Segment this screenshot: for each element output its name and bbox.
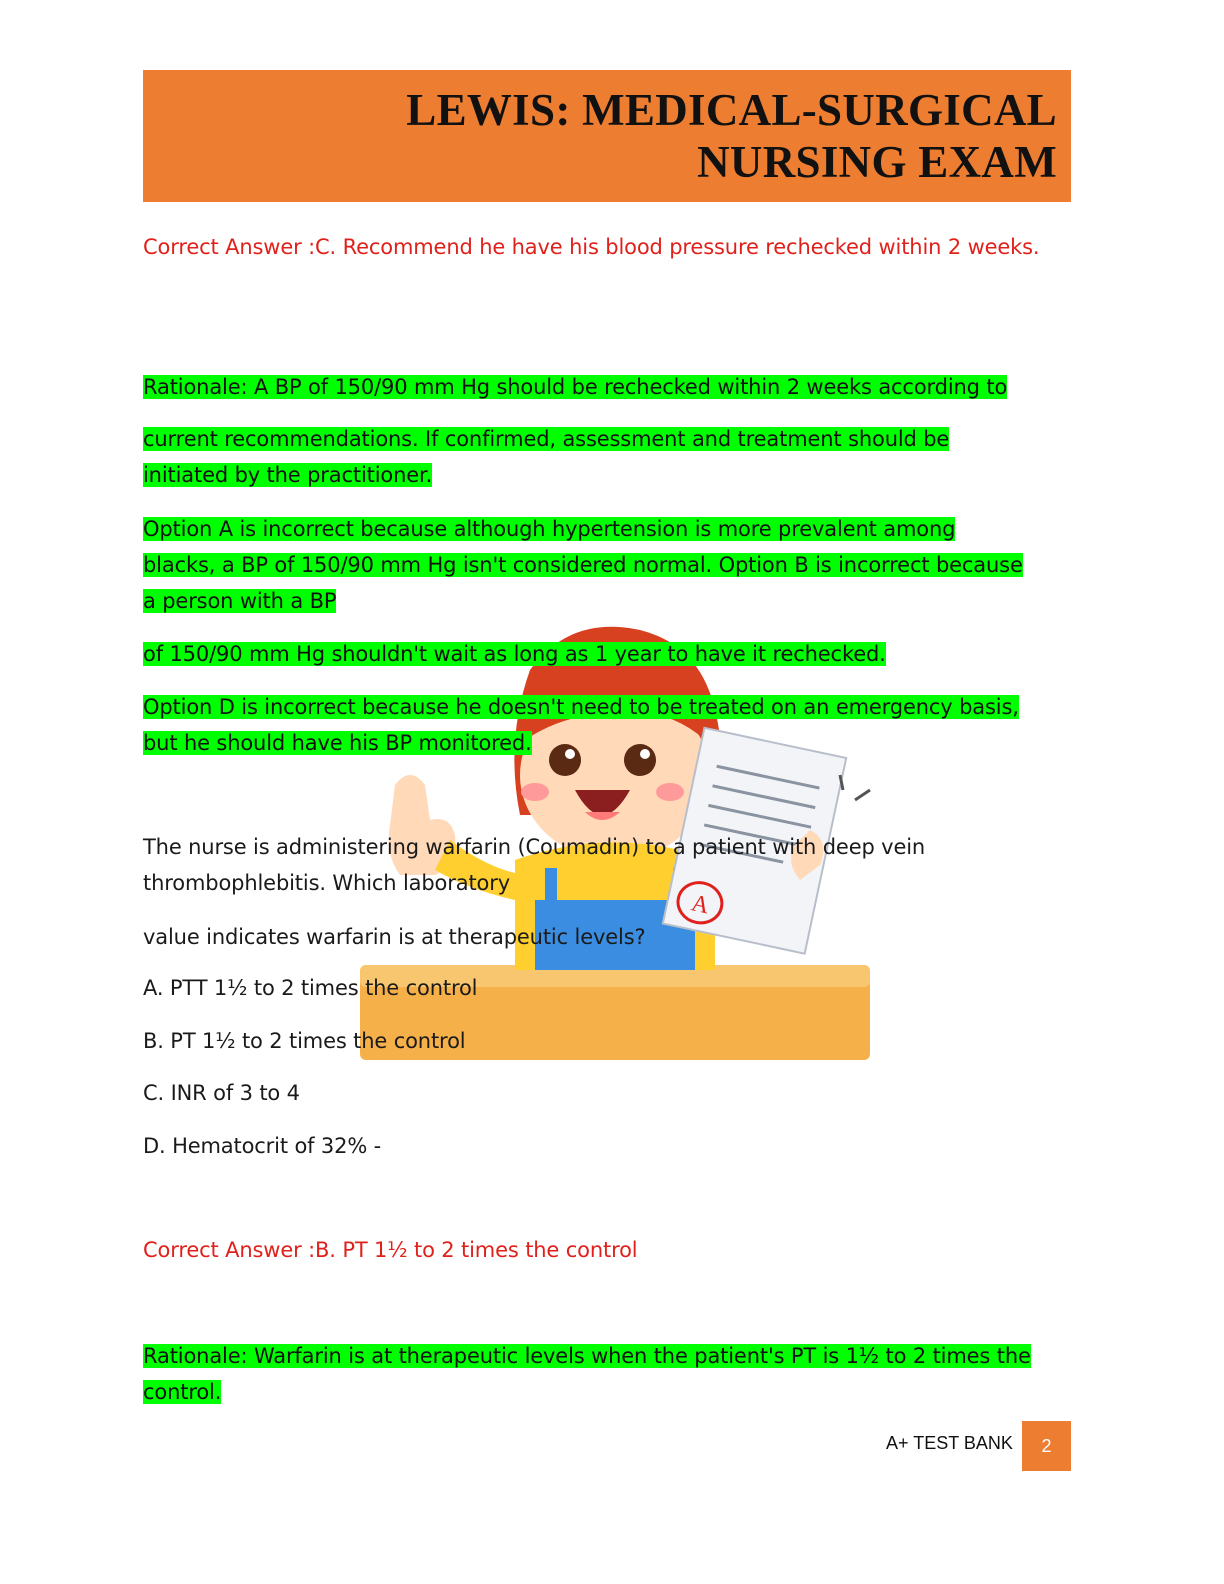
q2-option-d: D. Hematocrit of 32% -	[143, 1134, 382, 1158]
q2-question: The nurse is administering warfarin (Coumadin) to a patient with deep vein thrombophlebitis. Which laboratory	[143, 835, 926, 895]
q1-rationale-text-1: Rationale: A BP of 150/90 mm Hg should be rechecked within 2 weeks according to	[143, 375, 1008, 399]
q1-rationale-line2	[143, 421, 1023, 493]
page-number: 2	[1022, 1421, 1071, 1471]
q1-option-b-explanation	[143, 636, 1083, 672]
q2-correct-answer: Correct Answer :B. PT 1½ to 2 times the control	[143, 1238, 638, 1262]
q1-correct-answer: Correct Answer :C. Recommend he have his blood pressure rechecked within 2 weeks.	[143, 235, 1040, 259]
title-line-2: NURSING EXAM	[697, 137, 1057, 187]
page-title	[406, 84, 1057, 188]
q1-rationale-text-2: current recommendations. If confirmed, assessment and treatment should be initiated by the practitioner.	[143, 427, 950, 487]
q1-option-d-explanation	[143, 689, 1023, 761]
q1-option-d-text: Option D is incorrect because he doesn't need to be treated on an emergency basis, but he should have his BP monitored.	[143, 695, 1019, 755]
q2-option-c: C. INR of 3 to 4	[143, 1081, 300, 1105]
footer-label: A+ TEST BANK	[886, 1433, 1013, 1453]
title-line-1: LEWIS: MEDICAL-SURGICAL	[406, 85, 1057, 135]
q1-option-a-explanation	[143, 511, 1023, 619]
q2-question-cont: value indicates warfarin is at therapeutic levels?	[143, 925, 646, 949]
grade-label: A	[688, 890, 712, 920]
header-band	[143, 70, 1071, 202]
q2-rationale-text: Rationale: Warfarin is at therapeutic levels when the patient's PT is 1½ to 2 times the control.	[143, 1344, 1031, 1404]
q1-option-a-text: Option A is incorrect because although hypertension is more prevalent among blacks, a BP of 150/90 mm Hg isn't considered normal. Option B is incorrect because a person with a BP	[143, 517, 1023, 613]
q1-option-b-text: of 150/90 mm Hg shouldn't wait as long as 1 year to have it rechecked.	[143, 642, 886, 666]
q2-option-b: B. PT 1½ to 2 times the control	[143, 1029, 466, 1053]
q1-rationale-line1	[143, 369, 1083, 405]
q2-rationale	[143, 1338, 1053, 1410]
q2-option-a: A. PTT 1½ to 2 times the control	[143, 976, 478, 1000]
